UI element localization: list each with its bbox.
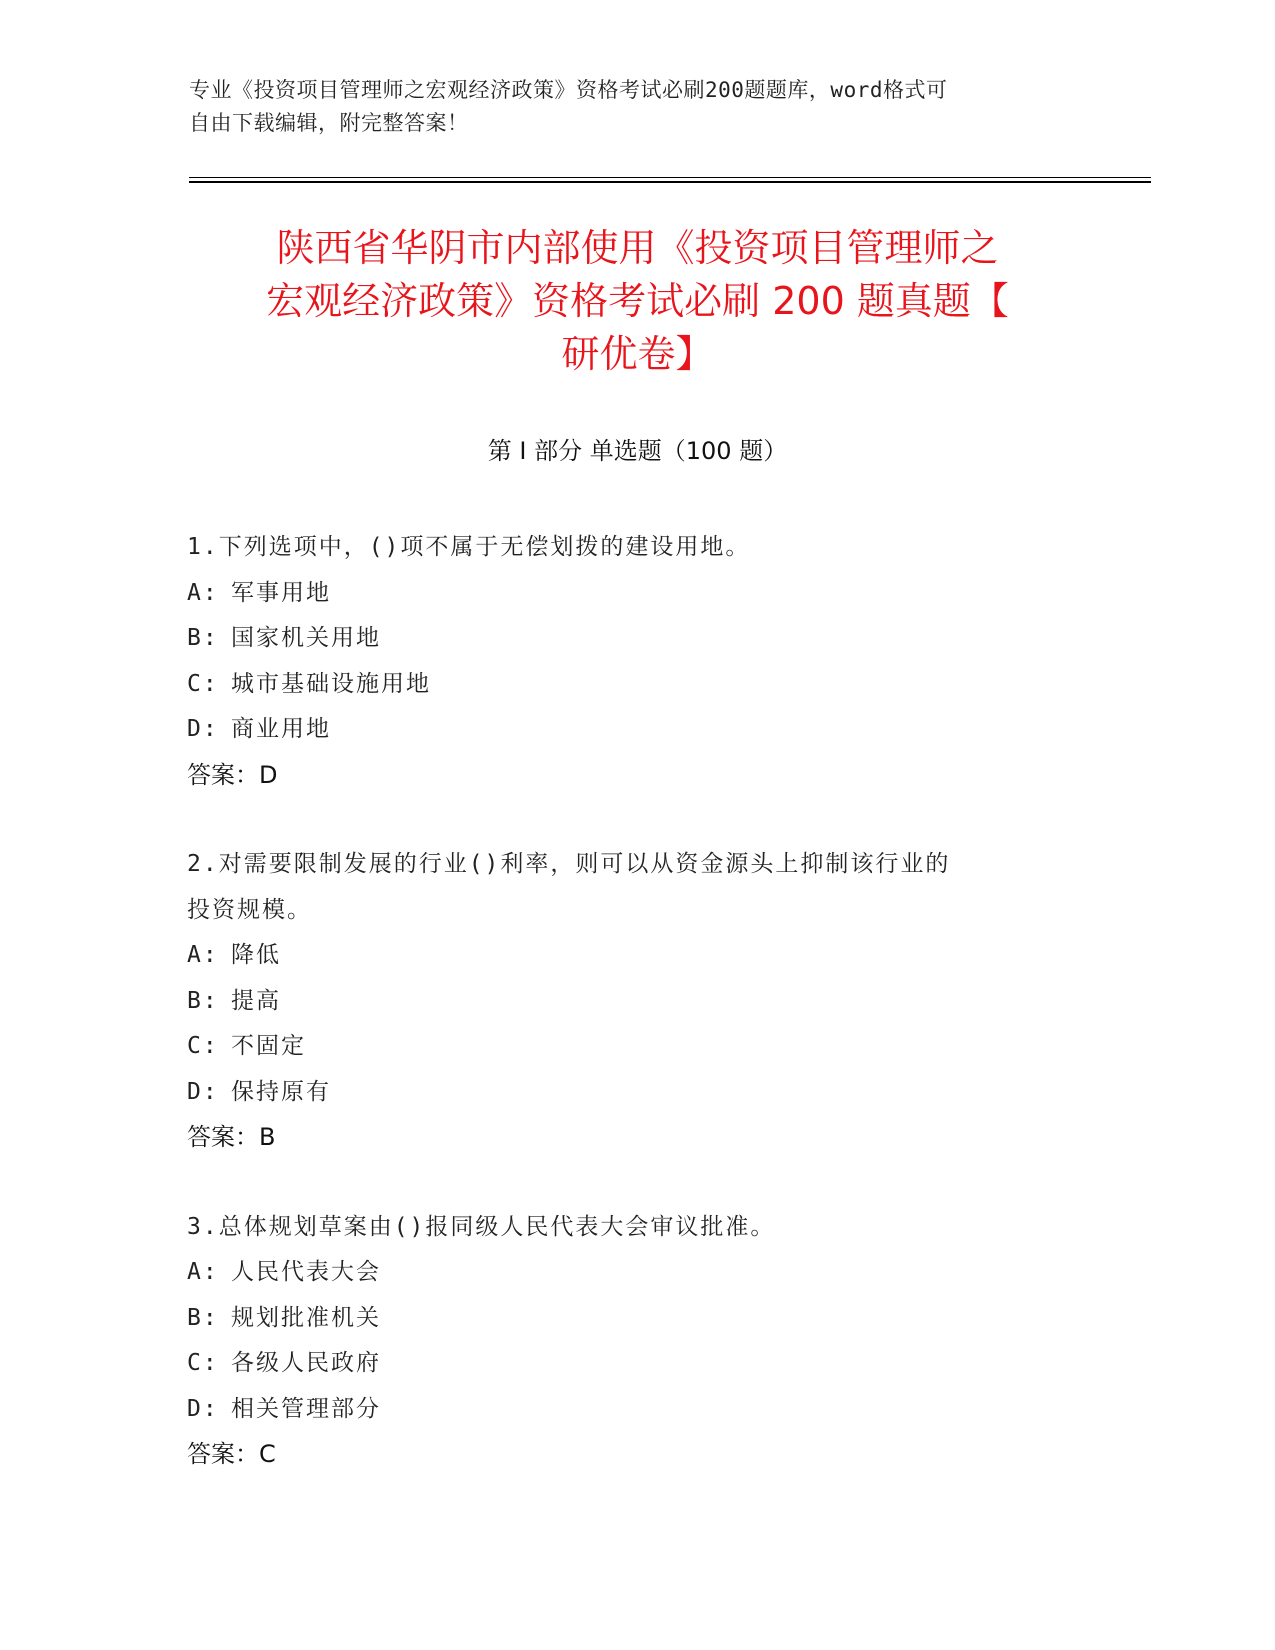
question-3 bbox=[187, 1205, 1067, 1478]
option-key: D: bbox=[187, 1078, 219, 1105]
question-stem bbox=[187, 525, 1067, 571]
option-text: 降低 bbox=[231, 942, 281, 968]
question-stem bbox=[187, 1205, 1067, 1251]
option-d bbox=[187, 1070, 1067, 1116]
option-c bbox=[187, 662, 1067, 708]
option-text: 规划批准机关 bbox=[231, 1304, 381, 1331]
option-key: D: bbox=[187, 1395, 219, 1422]
option-key: C: bbox=[187, 670, 219, 697]
section-title: 第 I 部分 单选题（100 题） bbox=[487, 437, 788, 465]
option-text: 各级人民政府 bbox=[231, 1350, 381, 1376]
option-a bbox=[187, 1250, 1067, 1296]
option-text: 不固定 bbox=[231, 1033, 306, 1059]
option-d bbox=[187, 1387, 1067, 1433]
answer: 答案：C bbox=[187, 1440, 276, 1468]
option-key: A: bbox=[187, 1259, 219, 1285]
header-note-line-1: 专业《投资项目管理师之宏观经济政策》资格考试必刷200题题库，word格式可 bbox=[189, 78, 948, 102]
option-b bbox=[187, 979, 1067, 1025]
document-title-line-3: 研优卷】 bbox=[561, 332, 714, 376]
answer: 答案：D bbox=[187, 760, 278, 789]
answer: 答案：B bbox=[187, 1123, 276, 1151]
option-d bbox=[187, 707, 1067, 753]
option-a bbox=[187, 571, 1067, 617]
header-divider-thin bbox=[189, 177, 1151, 178]
option-c bbox=[187, 1024, 1067, 1070]
option-b bbox=[187, 1296, 1067, 1342]
option-text: 军事用地 bbox=[231, 579, 331, 606]
option-a bbox=[187, 933, 1067, 979]
option-text: 国家机关用地 bbox=[231, 625, 381, 651]
question-stem-line: 3.总体规划草案由()报同级人民代表大会审议批准。 bbox=[187, 1213, 776, 1240]
question-stem-line: 投资规模。 bbox=[187, 896, 312, 923]
option-key: B: bbox=[187, 1304, 219, 1331]
question-stem bbox=[187, 842, 1067, 933]
header-divider-thick bbox=[189, 181, 1151, 183]
option-text: 人民代表大会 bbox=[231, 1259, 381, 1285]
question-stem-line: 2.对需要限制发展的行业()利率，则可以从资金源头上抑制该行业的 bbox=[187, 851, 951, 877]
header-note-line-2: 自由下载编辑，附完整答案！ bbox=[189, 111, 469, 135]
document-title-line-1: 陕西省华阴市内部使用《投资项目管理师之 bbox=[276, 226, 999, 270]
option-key: C: bbox=[187, 1033, 219, 1059]
question-stem-line: 1.下列选项中，()项不属于无偿划拨的建设用地。 bbox=[187, 534, 751, 560]
option-text: 城市基础设施用地 bbox=[231, 670, 431, 697]
option-key: A: bbox=[187, 942, 219, 968]
document-title bbox=[150, 222, 1125, 381]
option-c bbox=[187, 1341, 1067, 1387]
option-text: 提高 bbox=[231, 987, 281, 1014]
option-text: 商业用地 bbox=[231, 716, 331, 742]
option-b bbox=[187, 616, 1067, 662]
question-list bbox=[187, 525, 1067, 1522]
option-key: B: bbox=[187, 987, 219, 1014]
option-key: A: bbox=[187, 579, 219, 606]
option-text: 保持原有 bbox=[231, 1078, 331, 1105]
question-2 bbox=[187, 842, 1067, 1161]
question-1 bbox=[187, 525, 1067, 798]
header-note bbox=[189, 74, 1069, 140]
option-text: 相关管理部分 bbox=[231, 1395, 381, 1422]
option-key: C: bbox=[187, 1350, 219, 1376]
document-title-line-2: 宏观经济政策》资格考试必刷 200 题真题【 bbox=[266, 279, 1009, 323]
option-key: D: bbox=[187, 716, 219, 742]
option-key: B: bbox=[187, 625, 219, 651]
